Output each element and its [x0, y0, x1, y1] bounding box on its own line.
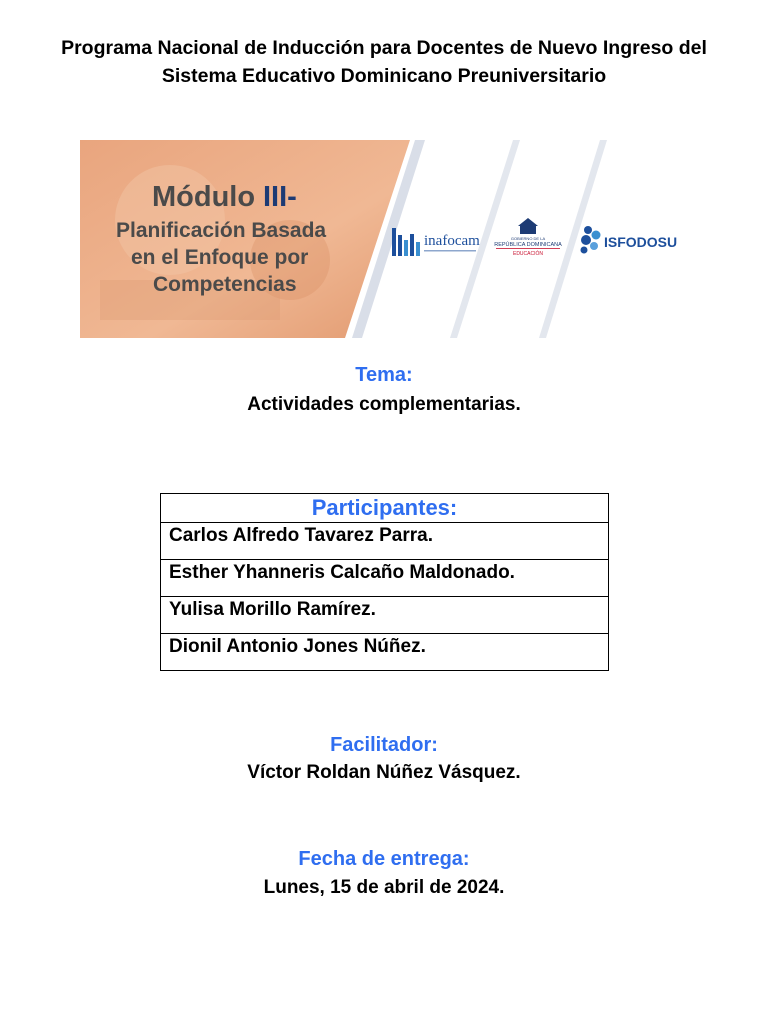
module-subtitle-1: Planificación Basada — [116, 219, 327, 242]
entrega-label: Fecha de entrega: — [298, 848, 470, 870]
svg-text:inafocam: inafocam — [424, 233, 480, 249]
participant-name: Carlos Alfredo Tavarez Parra. — [161, 523, 609, 560]
participants-table — [160, 493, 609, 671]
participant-name: Esther Yhanneris Calcaño Maldonado. — [161, 560, 609, 597]
facilitador-label: Facilitador: — [330, 734, 438, 756]
svg-text:ISFODOSU: ISFODOSU — [604, 234, 678, 250]
module-banner — [80, 140, 696, 338]
entrega-value: Lunes, 15 de abril de 2024. — [263, 877, 505, 898]
svg-text:REPÚBLICA DOMINICANA: REPÚBLICA DOMINICANA — [494, 242, 562, 248]
facilitador-value: Víctor Roldan Núñez Vásquez. — [247, 762, 521, 783]
module-subtitle-2: en el Enfoque por — [131, 246, 309, 269]
module-subtitle-3: Competencias — [153, 273, 297, 296]
svg-text:GOBIERNO DE LA: GOBIERNO DE LA — [510, 236, 546, 241]
tema-label: Tema: — [355, 364, 413, 386]
participants-header: Participantes: — [161, 494, 609, 523]
module-label: Módulo — [152, 181, 256, 213]
module-number: III- — [263, 181, 297, 213]
tema-value: Actividades complementarias. — [247, 394, 521, 415]
document-title: Programa Nacional de Inducción para Docentes de Nuevo Ingreso del Sistema Educativo Dominicano Preuniversitario — [61, 37, 707, 87]
participant-name: Yulisa Morillo Ramírez. — [161, 597, 609, 634]
participant-name: Dionil Antonio Jones Núñez. — [161, 634, 609, 671]
svg-text:EDUCACIÓN: EDUCACIÓN — [512, 251, 544, 257]
